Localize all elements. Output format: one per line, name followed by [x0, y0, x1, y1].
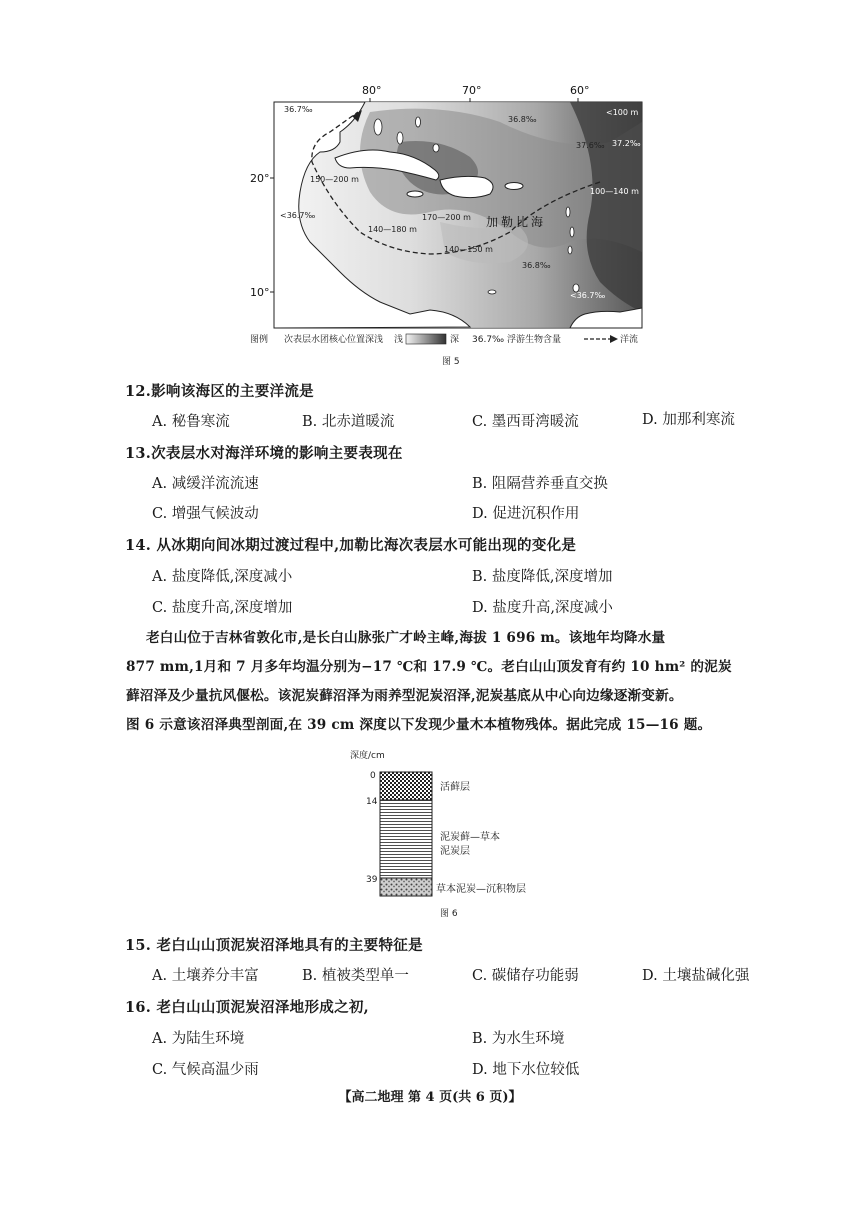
lon-60-label: 60°: [570, 84, 590, 97]
salinity-label: 37.2‰: [612, 139, 641, 148]
legend-gradient-swatch: [406, 334, 446, 344]
salinity-label: 36.7‰: [284, 105, 313, 114]
axis-title: 深度/cm: [350, 751, 385, 761]
q16-option-a: A. 为陆生环境: [152, 1031, 245, 1047]
depth-tick-39: 39: [366, 875, 378, 885]
legend-core-text: 次表层水团核心位置深浅: [284, 335, 384, 345]
passage-line-3: 藓沼泽及少量抗风偃松。该泥炭藓沼泽为雨养型泥炭沼泽,泥炭基底从中心向边缘逐渐变新。: [126, 688, 683, 704]
question-13-stem: 13.次表层水对海洋环境的影响主要表现在: [125, 445, 403, 462]
question-12-stem: 12.影响该海区的主要洋流是: [125, 383, 314, 400]
depth-label: 140—150 m: [444, 245, 493, 254]
q13-option-d: D. 促进沉积作用: [472, 506, 580, 522]
q15-option-b: B. 植被类型单一: [302, 968, 409, 984]
q13-option-c: C. 增强气候波动: [152, 506, 259, 522]
lon-70-label: 70°: [462, 84, 482, 97]
sea-name-label: 加勒比海: [486, 215, 547, 229]
layer3-label: 草本泥炭—沉积物层: [436, 884, 526, 895]
legend-prefix: 图例: [250, 335, 269, 345]
legend-current: 洋流: [620, 335, 639, 345]
q14-option-a: A. 盐度降低,深度减小: [152, 569, 293, 585]
layer2-label-line1: 泥炭藓—草本: [440, 832, 500, 843]
depth-label: 170—200 m: [422, 213, 471, 222]
layer-peat: [380, 800, 432, 878]
q15-option-d: D. 土壤盐碱化强: [642, 968, 750, 984]
passage-line-1: 老白山位于吉林省敦化市,是长白山脉张广才岭主峰,海拔 1 696 m。该地年均降水量: [146, 630, 666, 646]
layer-live-moss: [380, 772, 432, 800]
q13-option-a: A. 减缓洋流流速: [152, 476, 259, 492]
q14-option-b: B. 盐度降低,深度增加: [472, 569, 613, 585]
passage-line-4: 图 6 示意该沼泽典型剖面,在 39 cm 深度以下发现少量木本植物残体。据此完成 15—16 题。: [126, 717, 712, 733]
legend-deep: 深: [450, 335, 460, 345]
legend-plankton: 36.7‰ 浮游生物含量: [472, 335, 561, 345]
depth-label: 100—140 m: [590, 187, 639, 196]
layer1-label: 活藓层: [440, 782, 470, 793]
q12-option-c: C. 墨西哥湾暖流: [472, 414, 579, 430]
q12-option-b: B. 北赤道暖流: [302, 414, 395, 430]
question-15-stem: 15. 老白山山顶泥炭沼泽地具有的主要特征是: [125, 937, 423, 954]
q12-option-d: D. 加那利寒流: [642, 412, 735, 428]
lat-10-label: 10°: [250, 286, 270, 299]
page-footer: 【高二地理 第 4 页(共 6 页)】: [338, 1090, 522, 1105]
depth-label: 140—180 m: [368, 225, 417, 234]
layer-sediment: [380, 878, 432, 896]
caribbean-map: [240, 82, 660, 372]
peat-profile: [340, 748, 570, 924]
salinity-label: 37.6‰: [576, 141, 605, 150]
reading-passage: [126, 624, 846, 740]
q16-option-c: C. 气候高温少雨: [152, 1062, 259, 1078]
layer2-label-line2: 泥炭层: [440, 846, 470, 857]
salinity-label: <36.7‰: [280, 211, 316, 220]
q14-option-c: C. 盐度升高,深度增加: [152, 600, 293, 616]
lat-20-label: 20°: [250, 172, 270, 185]
q15-option-a: A. 土壤养分丰富: [152, 968, 259, 984]
depth-tick-14: 14: [366, 797, 378, 807]
salinity-label: <36.7‰: [570, 291, 606, 300]
q16-option-b: B. 为水生环境: [472, 1031, 565, 1047]
question-16-stem: 16. 老白山山顶泥炭沼泽地形成之初,: [125, 999, 370, 1016]
depth-tick-0: 0: [370, 771, 376, 781]
legend-shallow: 浅: [394, 335, 404, 345]
figure-5: [240, 82, 660, 372]
figure-6-caption: 图 6: [440, 909, 458, 919]
q12-option-a: A. 秘鲁寒流: [152, 414, 230, 430]
depth-label: <100 m: [606, 108, 639, 117]
q16-option-d: D. 地下水位较低: [472, 1062, 580, 1078]
figure-6: [340, 748, 570, 924]
q13-option-b: B. 阻隔营养垂直交换: [472, 476, 608, 492]
q15-option-c: C. 碳储存功能弱: [472, 968, 579, 984]
passage-line-2: 877 mm,1月和 7 月多年均温分别为−17 ℃和 17.9 ℃。老白山山顶发育有约 10 hm² 的泥炭: [126, 659, 732, 675]
figure-5-caption: 图 5: [442, 357, 460, 367]
question-14-stem: 14. 从冰期向间冰期过渡过程中,加勒比海次表层水可能出现的变化是: [125, 537, 577, 554]
depth-label: 150—200 m: [310, 175, 359, 184]
salinity-label: 36.8‰: [508, 115, 537, 124]
salinity-label: 36.8‰: [522, 261, 551, 270]
lon-80-label: 80°: [362, 84, 382, 97]
q14-option-d: D. 盐度升高,深度减小: [472, 600, 613, 616]
